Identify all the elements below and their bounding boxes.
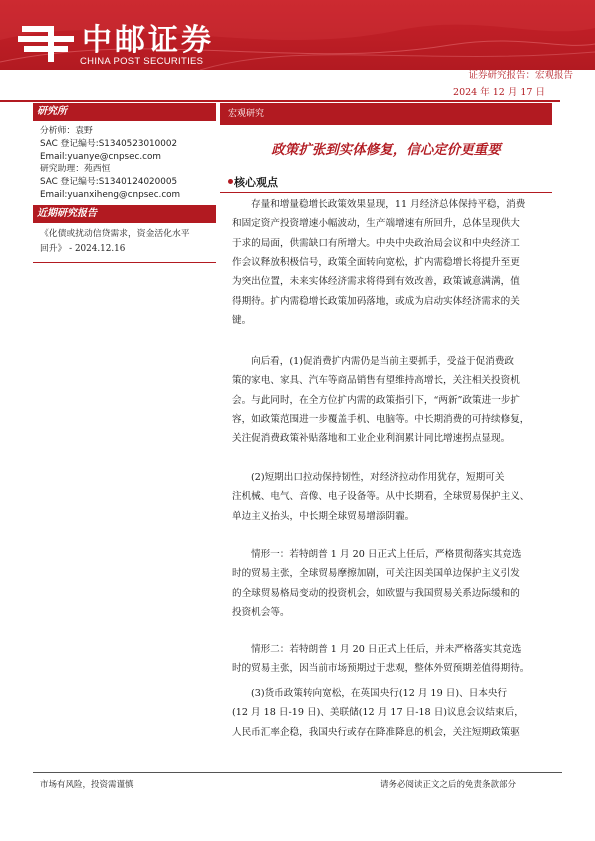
paragraph-4-line: 时的贸易主张，全球贸易摩擦加剧，可关注因美国单边保护主义引发 [232, 568, 520, 580]
assistant-name: 研究助理：苑西恒 [40, 164, 111, 174]
report-title: 政策扩张到实体修复，信心定价更重要 [271, 142, 501, 158]
section-label: 宏观研究 [220, 103, 552, 125]
paragraph-6-line: (3)货币政策转向宽松，在英国央行(12 月 19 日)、日本央行 [251, 688, 508, 699]
logo-english-name: CHINA POST SECURITIES [80, 56, 204, 67]
recent-reports-heading: 近期研究报告 [33, 205, 216, 223]
paragraph-6-line: 人民币汇率企稳，我国央行或存在降准降息的机会，关注短期政策驱 [232, 726, 520, 738]
paragraph-6-line: (12 月 18 日-19 日)、美联储(12 月 17 日-18 日)议息会议结束后， [232, 707, 524, 719]
recent-report-line2[interactable]: 回升》 - 2024.12.16 [40, 244, 126, 254]
paragraph-3-line: (2)短期出口拉动保持韧性，对经济拉动作用犹存，短期可关 [251, 472, 505, 483]
researchers-heading: 研究所 [33, 103, 216, 121]
paragraph-3-line: 注机械、电气、音像、电子设备等。从中长期看，全球贸易保护主义、 [232, 491, 530, 503]
header-divider [0, 100, 560, 102]
paragraph-4-line: 的全球贸易格局变动的投资机会，如欧盟与我国贸易关系边际缓和的 [232, 587, 520, 599]
paragraph-1-line: 作会议释放积极信号，政策全面转向宽松，扩内需稳增长将提升至更 [232, 256, 520, 268]
header-banner [0, 0, 595, 70]
recent-report-line1[interactable]: 《化债或扰动信贷需求，资金活化水平 [40, 229, 190, 239]
footer-divider [33, 772, 562, 773]
core-views-divider [220, 192, 552, 193]
paragraph-1-line: 得期待。扩内需稳增长政策加码落地，或成为启动实体经济需求的关 [232, 295, 520, 307]
assistant-sac: SAC 登记编号:S1340124020005 [40, 177, 178, 187]
analyst-sac: SAC 登记编号:S1340523010002 [40, 139, 178, 149]
paragraph-2-line: 会。与此同时，在全方位扩内需的政策指引下，“两新”政策进一步扩 [232, 394, 521, 406]
china-post-logo-icon [18, 24, 76, 64]
paragraph-3-line: 单边主义抬头，中长期全球贸易增添阴霾。 [232, 510, 415, 522]
analyst-email[interactable]: Email:yuanye@cnpsec.com [40, 152, 161, 162]
analyst-name: 分析师：袁野 [40, 126, 93, 136]
paragraph-2-line: 策的家电、家具、汽车等商品销售有望维持高增长，关注相关投资机 [232, 375, 520, 387]
assistant-email[interactable]: Email:yuanxiheng@cnpsec.com [40, 190, 181, 200]
paragraph-2-line: 关注促消费政策补贴落地和工业企业利润累计同比增速拐点显现。 [232, 433, 511, 445]
paragraph-5-line: 情形二：若特朗普 1 月 20 日正式上任后，并未严格落实其竞选 [251, 644, 522, 655]
bullet-icon [228, 179, 233, 184]
core-views-heading: 核心观点 [234, 176, 278, 189]
report-date: 2024 年 12 月 17 日 [453, 87, 545, 98]
paragraph-4-line: 投资机会等。 [232, 606, 290, 618]
paragraph-1-line: 为突出位置，未来实体经济需求将得到有效改善，政策诚意满满，值 [232, 276, 520, 288]
report-type: 证券研究报告：宏观报告 [468, 70, 573, 81]
paragraph-1-line: 键。 [232, 314, 252, 326]
paragraph-2-line: 向后看，(1)促消费扩内需仍是当前主要抓手，受益于促消费政 [251, 356, 515, 367]
paragraph-1-line: 和固定资产投资增速小幅波动，生产端增速有所回升，总体呈现供大 [232, 218, 520, 230]
paragraph-2-line: 容，如政策范围进一步覆盖手机、电脑等。中长期消费的可持续修复， [232, 413, 530, 425]
paragraph-4-line: 情形一：若特朗普 1 月 20 日正式上任后，严格贯彻落实其竞选 [251, 549, 522, 560]
paragraph-1-line: 存量和增量稳增长政策效果显现，11 月经济总体保持平稳，消费 [251, 199, 526, 210]
logo-chinese-name: 中邮证券 [82, 23, 214, 58]
disclaimer-note: 请务必阅读正文之后的免责条款部分 [380, 780, 517, 790]
risk-warning: 市场有风险，投资需谨慎 [40, 780, 134, 790]
paragraph-1-line: 于求的局面，供需缺口有所增大。中央中央政治局会议和中央经济工 [232, 237, 520, 249]
sidebar-divider [33, 262, 216, 263]
paragraph-5-line: 时的贸易主张，因当前市场预期过于悲观，整体外贸预期差值得期待。 [232, 663, 530, 675]
